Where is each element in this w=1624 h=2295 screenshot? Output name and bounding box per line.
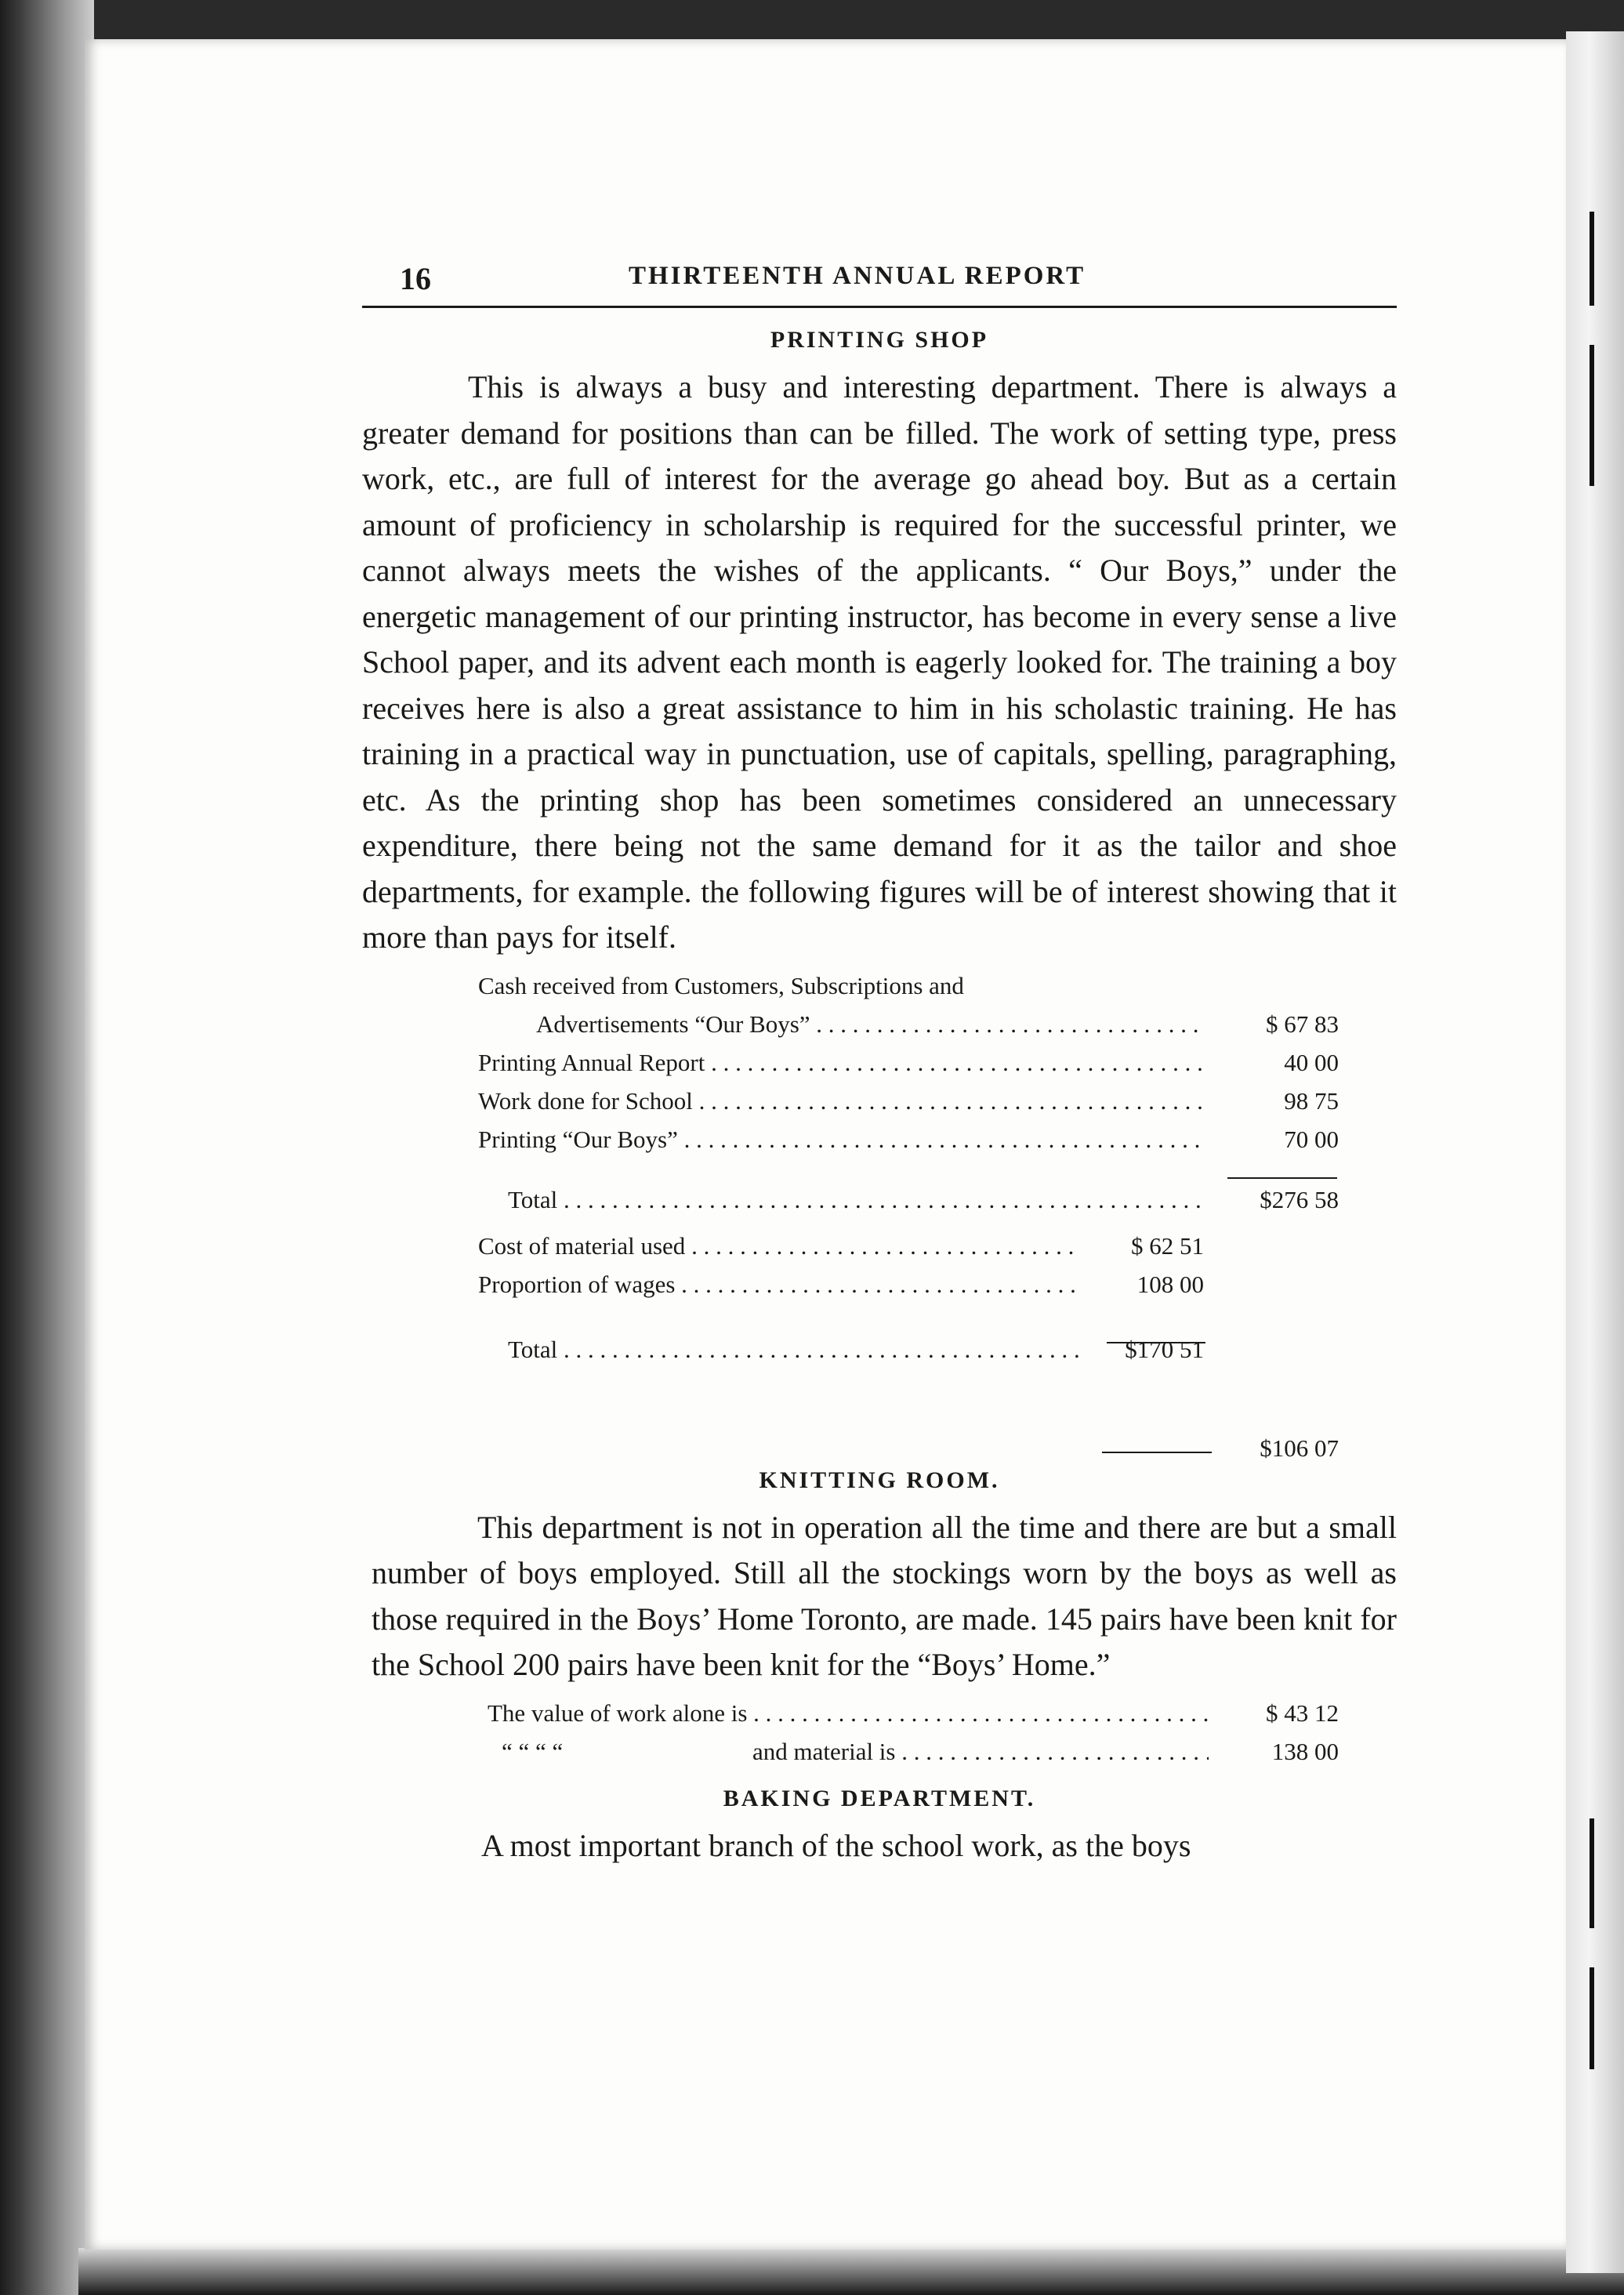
ledger-label: Printing “Our Boys” . . . [478, 1126, 1202, 1154]
ledger-row [362, 1126, 1397, 1164]
ledger-label: Advertisements “Our Boys” . . . [536, 1010, 1202, 1039]
running-head: THIRTEENTH ANNUAL REPORT [629, 262, 1086, 290]
ledger-row [362, 1186, 1397, 1224]
ledger-row [362, 1699, 1397, 1738]
printing-shop-ledger [362, 971, 1397, 1462]
ledger-amount: $276 58 [1260, 1185, 1339, 1213]
ledger-row [362, 1010, 1397, 1049]
ledger-label: Total . . . [508, 1186, 1202, 1214]
section-heading-printing-shop: PRINTING SHOP [770, 327, 989, 353]
page-bottom-edge [78, 2248, 1624, 2295]
ledger-row [362, 1087, 1397, 1126]
ledger-label: and material is . . . [752, 1738, 1209, 1766]
book-spine [0, 0, 94, 2295]
ledger-label: Proportion of wages . . . [478, 1271, 1078, 1299]
ledger-label: The value of work alone is . . . [488, 1699, 1209, 1728]
ledger-row [362, 972, 1397, 1010]
ledger-label: Total . . . [508, 1336, 1078, 1364]
ledger-row [362, 1738, 1397, 1776]
ledger-amount: 98 75 [1284, 1086, 1339, 1115]
knitting-room-ledger [362, 1699, 1397, 1778]
ledger-amount: 108 00 [1136, 1270, 1204, 1298]
ledger-rule [1227, 1177, 1337, 1179]
section-heading-baking-department: BAKING DEPARTMENT. [723, 1785, 1036, 1811]
ledger-label: Work done for School . . . [478, 1087, 1202, 1115]
page-header [362, 243, 1397, 308]
printing-shop-paragraph: This is always a busy and interesting department. There is always a greater demand for positions than can be filled. The work of setting type, press work, etc., are full of interest for the average go ahead boy. But as a certain amount of proficiency in scholarship is required for the successful printer, we cannot always meets the wishes of the applicants. “ Our Boys,” under the energetic management of our printing instructor, has become in every sense a live School paper, and its advent each month is eagerly looked for. The training a boy receives here is also a great assistance to him in his scholastic training. He has training in a practical way in punctuation, use of capitals, spelling, paragraphing, etc. As the printing shop has been sometimes considered an unnecessary expenditure, there being not the same demand for it as the tailor and shoe departments, for example. the following figures will be of interest showing that it more than pays for itself. [362, 369, 1397, 955]
ledger-label: Cost of material used . . . [478, 1232, 1078, 1260]
ledger-amount: 70 00 [1284, 1125, 1339, 1153]
next-page-edge [1566, 31, 1624, 2273]
knitting-room-paragraph: This department is not in operation all the time and there are but a small number of boys employed. Still all the stockings worn by the boys as well as those required in the Boys’ Home Toronto, are made. 145 pairs have been knit for the School 200 pairs have been knit for the “Boys’ Home.” [372, 1509, 1397, 1682]
ditto-marks: “ “ “ “ [502, 1737, 564, 1765]
ledger-amount: 40 00 [1284, 1048, 1339, 1076]
page-number: 16 [400, 261, 431, 296]
ledger-label: Printing Annual Report . . . [478, 1049, 1202, 1077]
ledger-row [362, 1336, 1397, 1374]
ledger-amount: $170 51 [1125, 1335, 1204, 1363]
baking-department-paragraph: A most important branch of the school work, as the boys [481, 1827, 1191, 1863]
ledger-amount: 138 00 [1271, 1737, 1339, 1765]
ledger-amount: $ 43 12 [1266, 1699, 1339, 1727]
page-content [362, 243, 1397, 1869]
ledger-amount: $ 62 51 [1131, 1231, 1204, 1260]
ledger-balance-amount: $106 07 [1260, 1434, 1339, 1462]
ledger-row [362, 1232, 1397, 1271]
ledger-amount: $ 67 83 [1266, 1010, 1339, 1038]
ledger-rule [1102, 1452, 1212, 1453]
section-heading-knitting-room: KNITTING ROOM. [759, 1467, 1000, 1493]
ledger-row [362, 1271, 1397, 1309]
ledger-row [362, 1049, 1397, 1087]
ledger-label: Cash received from Customers, Subscriptions and [478, 971, 964, 999]
